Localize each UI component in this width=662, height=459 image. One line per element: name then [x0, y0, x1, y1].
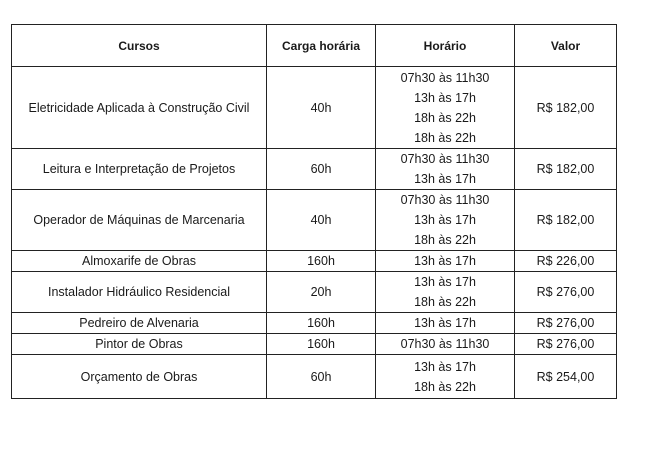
course-schedule	[376, 251, 515, 272]
course-schedule	[376, 272, 515, 313]
schedule-slot: 07h30 às 11h30	[400, 193, 490, 207]
schedule-slot: 18h às 22h	[414, 130, 476, 145]
course-hours: 60h	[267, 355, 376, 399]
schedule-slot: 18h às 22h	[414, 379, 476, 394]
course-price: R$ 254,00	[515, 355, 617, 399]
schedule-slot: 18h às 22h	[414, 295, 476, 309]
header-cursos: Cursos	[12, 25, 267, 67]
course-name: Operador de Máquinas de Marcenaria	[12, 190, 267, 251]
schedule-slot: 07h30 às 11h30	[400, 337, 490, 351]
course-schedule	[376, 67, 515, 149]
course-hours: 60h	[267, 149, 376, 190]
table-row	[12, 251, 617, 272]
header-valor: Valor	[515, 25, 617, 67]
course-price: R$ 276,00	[515, 313, 617, 334]
course-hours: 40h	[267, 67, 376, 149]
course-name: Pintor de Obras	[12, 334, 267, 355]
table-row	[12, 67, 617, 149]
schedule-slot: 18h às 22h	[414, 110, 476, 125]
course-price: R$ 226,00	[515, 251, 617, 272]
table-row	[12, 355, 617, 399]
course-price: R$ 276,00	[515, 334, 617, 355]
table-row	[12, 272, 617, 313]
schedule-slot: 13h às 17h	[414, 316, 476, 330]
course-schedule	[376, 190, 515, 251]
schedule-slot: 07h30 às 11h30	[400, 152, 490, 166]
course-name: Leitura e Interpretação de Projetos	[12, 149, 267, 190]
course-name: Instalador Hidráulico Residencial	[12, 272, 267, 313]
schedule-slot: 13h às 17h	[414, 254, 476, 268]
schedule-slot: 13h às 17h	[414, 172, 476, 186]
course-hours: 160h	[267, 251, 376, 272]
schedule-slot: 13h às 17h	[414, 359, 476, 374]
schedule-slot: 13h às 17h	[414, 90, 476, 105]
course-name: Orçamento de Obras	[12, 355, 267, 399]
schedule-slot: 18h às 22h	[414, 233, 476, 247]
table-row	[12, 149, 617, 190]
course-hours: 40h	[267, 190, 376, 251]
course-name: Almoxarife de Obras	[12, 251, 267, 272]
course-hours: 160h	[267, 313, 376, 334]
course-schedule	[376, 355, 515, 399]
course-name: Eletricidade Aplicada à Construção Civil	[12, 67, 267, 149]
courses-table	[11, 24, 617, 399]
course-hours: 160h	[267, 334, 376, 355]
schedule-slot: 13h às 17h	[414, 275, 476, 289]
header-horario: Horário	[376, 25, 515, 67]
course-schedule	[376, 334, 515, 355]
course-price: R$ 182,00	[515, 190, 617, 251]
course-schedule	[376, 313, 515, 334]
schedule-slot: 07h30 às 11h30	[400, 70, 490, 85]
table-row	[12, 334, 617, 355]
course-schedule	[376, 149, 515, 190]
table-row	[12, 190, 617, 251]
table-row	[12, 313, 617, 334]
schedule-slot: 13h às 17h	[414, 213, 476, 227]
header-row	[12, 25, 617, 67]
course-price: R$ 276,00	[515, 272, 617, 313]
course-price: R$ 182,00	[515, 67, 617, 149]
course-price: R$ 182,00	[515, 149, 617, 190]
course-name: Pedreiro de Alvenaria	[12, 313, 267, 334]
course-hours: 20h	[267, 272, 376, 313]
header-carga-horaria: Carga horária	[267, 25, 376, 67]
